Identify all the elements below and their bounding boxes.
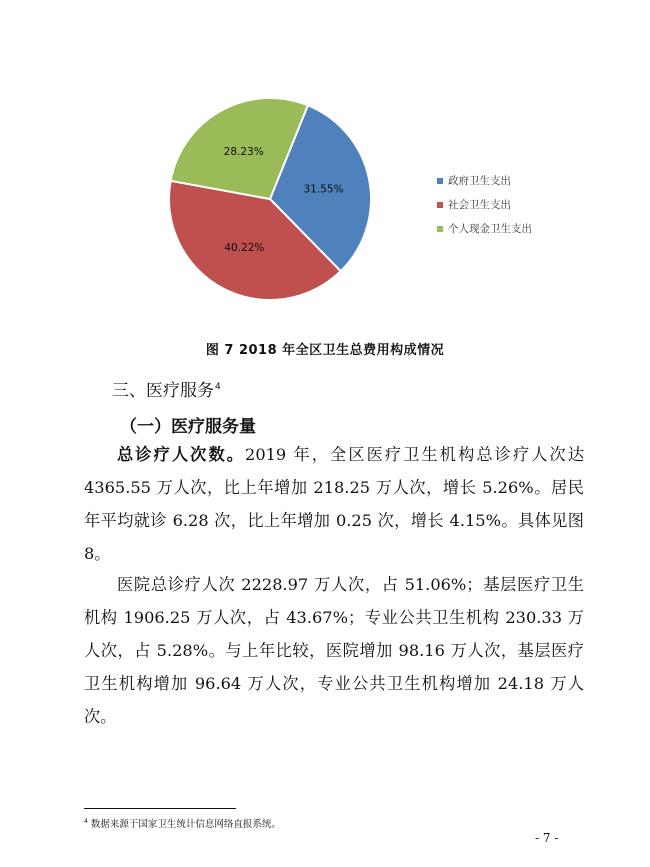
paragraph-lead: 总诊疗人次数。 — [117, 445, 246, 464]
pie-slice-label-2: 40.22% — [224, 242, 265, 255]
section-heading — [112, 376, 221, 401]
paragraph-institution-visits: 医院总诊疗人次 2228.97 万人次，占 51.06%；基层医疗卫生机构 1906.25 万人次，占 43.67%；专业公共卫生机构 230.33 万人次，占 5.28%。与上年比较，医院增加 98.16 万人次，基层医疗卫生机构增加 96.64 万人次，专业公共卫生机构增加 24.18 万人次。 — [84, 575, 584, 726]
legend-label-2: 社会卫生支出 — [448, 199, 511, 211]
footnote-divider — [84, 808, 236, 809]
legend-label-1: 政府卫生支出 — [448, 175, 511, 187]
footnote-text: 数据来源于国家卫生统计信息网络直报系统。 — [90, 819, 281, 830]
footnote — [84, 816, 281, 830]
section-heading-text: 三、医疗服务 — [112, 381, 214, 401]
pie-slices — [169, 98, 371, 300]
figure-caption: 图 7 2018 年全区卫生总费用构成情况 — [205, 343, 445, 358]
page-number: - 7 - — [535, 831, 559, 845]
legend-swatch-3 — [437, 226, 443, 232]
subsection-heading: （一）医疗服务量 — [120, 417, 256, 437]
legend-swatch-1 — [437, 178, 443, 184]
pie-chart — [150, 90, 590, 325]
footnote-mark: 4 — [84, 817, 88, 825]
section-footnote-mark: 4 — [215, 382, 221, 393]
pie-slice-label-3: 28.23% — [223, 146, 264, 159]
paragraph-body: 2019 年，全区医疗卫生机构总诊疗人次达 4365.55 万人次，比上年增加 218.25 万人次，增长 5.26%。居民年平均就诊 6.28 次，比上年增加 0.25 次，增长 4.15%。具体见图 8。 — [84, 445, 585, 563]
paragraph-total-visits — [84, 438, 584, 570]
legend-swatch-2 — [437, 202, 443, 208]
pie-slice-label-1: 31.55% — [303, 183, 344, 196]
legend-label-3: 个人现金卫生支出 — [448, 223, 532, 235]
chart-legend — [437, 174, 532, 235]
